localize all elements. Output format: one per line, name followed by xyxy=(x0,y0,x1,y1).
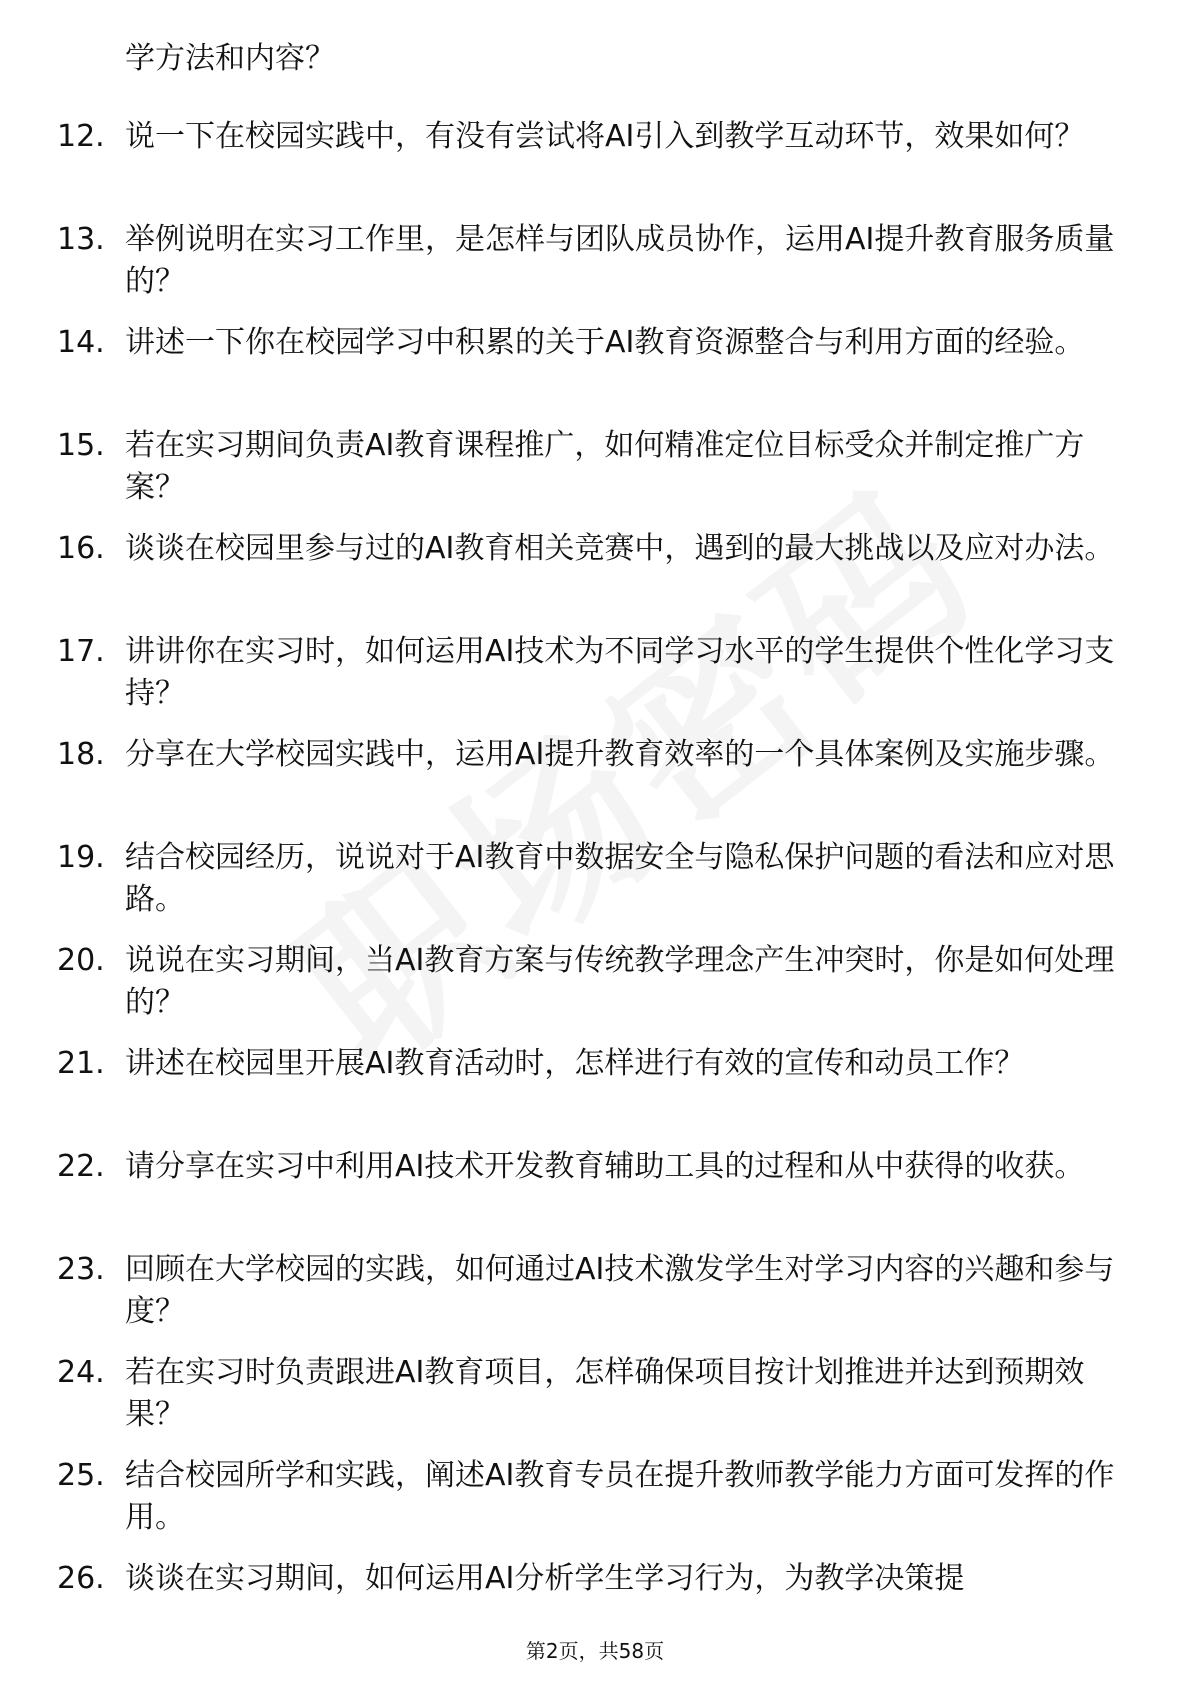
list-item xyxy=(57,1249,1117,1335)
question-number: 20. xyxy=(57,943,105,978)
question-number: 13. xyxy=(57,222,105,257)
question-text: 讲述在校园里开展AI教育活动时，怎样进行有效的宣传和动员工作？ xyxy=(125,1046,1025,1081)
list-item xyxy=(57,1352,1117,1438)
question-number: 23. xyxy=(57,1252,105,1287)
question-number: 12. xyxy=(57,119,105,154)
question-number: 18. xyxy=(57,737,105,772)
question-list xyxy=(57,116,1117,1644)
list-item xyxy=(57,1558,1117,1644)
question-number: 24. xyxy=(57,1355,105,1390)
question-content xyxy=(57,38,1117,1661)
question-number: 15. xyxy=(57,428,105,463)
question-text: 结合校园经历，说说对于AI教育中数据安全与隐私保护问题的看法和应对思路。 xyxy=(125,840,1115,917)
question-number: 19. xyxy=(57,840,105,875)
question-number: 14. xyxy=(57,325,105,360)
question-text: 回顾在大学校园的实践，如何通过AI技术激发学生对学习内容的兴趣和参与度？ xyxy=(125,1252,1115,1329)
question-text: 举例说明在实习工作里，是怎样与团队成员协作，运用AI提升教育服务质量的？ xyxy=(125,222,1115,299)
question-number: 17. xyxy=(57,634,105,669)
question-number: 21. xyxy=(57,1046,105,1081)
question-number: 16. xyxy=(57,531,105,566)
question-text: 若在实习时负责跟进AI教育项目，怎样确保项目按计划推进并达到预期效果？ xyxy=(125,1355,1085,1432)
list-item xyxy=(57,837,1117,923)
continuation-text: 学方法和内容？ xyxy=(125,41,335,76)
question-text: 讲讲你在实习时，如何运用AI技术为不同学习水平的学生提供个性化学习支持？ xyxy=(125,634,1115,711)
question-text: 结合校园所学和实践，阐述AI教育专员在提升教师教学能力方面可发挥的作用。 xyxy=(125,1458,1115,1535)
question-text: 谈谈在校园里参与过的AI教育相关竞赛中，遇到的最大挑战以及应对办法。 xyxy=(125,531,1115,566)
list-item xyxy=(57,631,1117,717)
question-text: 若在实习期间负责AI教育课程推广，如何精准定位目标受众并制定推广方案？ xyxy=(125,428,1085,505)
list-item xyxy=(57,425,1117,511)
list-item xyxy=(57,940,1117,1026)
question-text: 讲述一下你在校园学习中积累的关于AI教育资源整合与利用方面的经验。 xyxy=(125,325,1085,360)
list-item xyxy=(57,528,1117,614)
question-text: 分享在大学校园实践中，运用AI提升教育效率的一个具体案例及实施步骤。 xyxy=(125,737,1115,772)
list-item xyxy=(57,1455,1117,1541)
question-text: 说说在实习期间，当AI教育方案与传统教学理念产生冲突时，你是如何处理的？ xyxy=(125,943,1115,1020)
list-item xyxy=(57,734,1117,820)
list-item xyxy=(57,1146,1117,1232)
list-item xyxy=(57,116,1117,202)
question-text: 说一下在校园实践中，有没有尝试将AI引入到教学互动环节，效果如何？ xyxy=(125,119,1085,154)
list-item xyxy=(57,219,1117,305)
question-text: 谈谈在实习期间，如何运用AI分析学生学习行为，为教学决策提 xyxy=(125,1561,965,1596)
list-item xyxy=(57,322,1117,408)
page-footer: 第2页，共58页 xyxy=(525,1639,665,1663)
question-number: 22. xyxy=(57,1149,105,1184)
question-text: 请分享在实习中利用AI技术开发教育辅助工具的过程和从中获得的收获。 xyxy=(125,1149,1085,1184)
list-item xyxy=(57,1043,1117,1129)
question-number: 25. xyxy=(57,1458,105,1493)
question-number: 26. xyxy=(57,1561,105,1596)
